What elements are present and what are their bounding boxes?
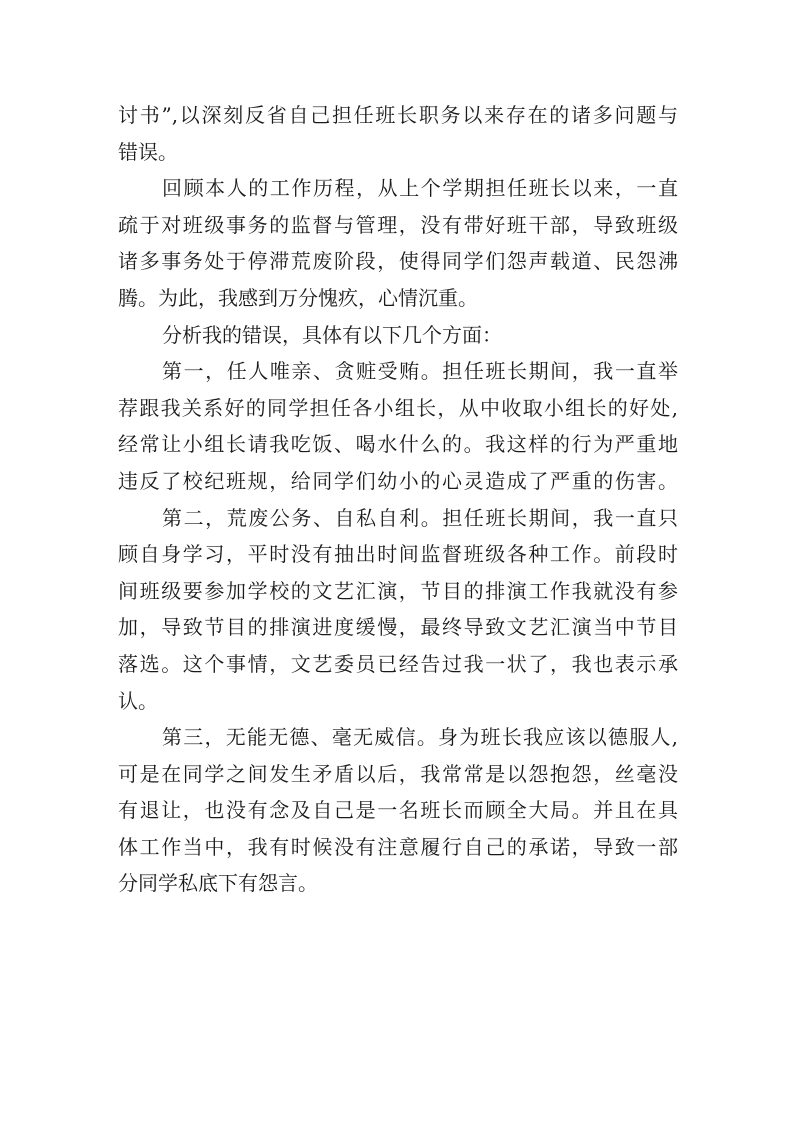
text-line: 落选。这个事情，文艺委员已经告过我一状了，我也表示承 <box>118 651 678 676</box>
text-line: 有退让，也没有念及自己是一名班长而顾全大局。并且在具 <box>118 798 678 823</box>
text-line: 第二，荒废公务、自私自利。担任班长期间，我一直只 <box>162 505 678 530</box>
text-line: 加，导致节目的排演进度缓慢，最终导致文艺汇演当中节目 <box>118 615 678 640</box>
text-line: 违反了校纪班规，给同学们幼小的心灵造成了严重的伤害。 <box>118 468 678 493</box>
text-line: 间班级要参加学校的文艺汇演，节目的排演工作我就没有参 <box>118 578 678 603</box>
text-line: 腾。为此，我感到万分愧疚，心情沉重。 <box>118 285 478 310</box>
text-line: 认。 <box>118 688 158 713</box>
text-line: 荐跟我关系好的同学担任各小组长，从中收取小组长的好处, <box>118 395 678 420</box>
text-line: 回顾本人的工作历程，从上个学期担任班长以来，一直 <box>162 176 678 201</box>
text-line: 体工作当中，我有时候没有注意履行自己的承诺，导致一部 <box>118 834 678 859</box>
text-line: 分析我的错误，具体有以下几个方面： <box>162 322 502 347</box>
document-page <box>118 97 678 902</box>
text-line: 分同学私底下有怨言。 <box>118 871 318 896</box>
text-line: 经常让小组长请我吃饭、喝水什么的。我这样的行为严重地 <box>118 432 678 457</box>
text-line: 可是在同学之间发生矛盾以后，我常常是以怨抱怨，丝毫没 <box>118 761 678 786</box>
text-line: 诸多事务处于停滞荒废阶段，使得同学们怨声载道、民怨沸 <box>118 249 678 274</box>
text-line: 疏于对班级事务的监督与管理，没有带好班干部，导致班级 <box>118 212 678 237</box>
text-line: 第一，任人唯亲、贪赃受贿。担任班长期间，我一直举 <box>162 359 678 384</box>
text-line: 讨书”,以深刻反省自己担任班长职务以来存在的诸多问题与 <box>118 103 678 127</box>
text-line: 错误。 <box>118 139 178 164</box>
text-line: 顾自身学习，平时没有抽出时间监督班级各种工作。前段时 <box>118 542 678 567</box>
text-line: 第三，无能无德、毫无威信。身为班长我应该以德服人, <box>162 725 678 750</box>
